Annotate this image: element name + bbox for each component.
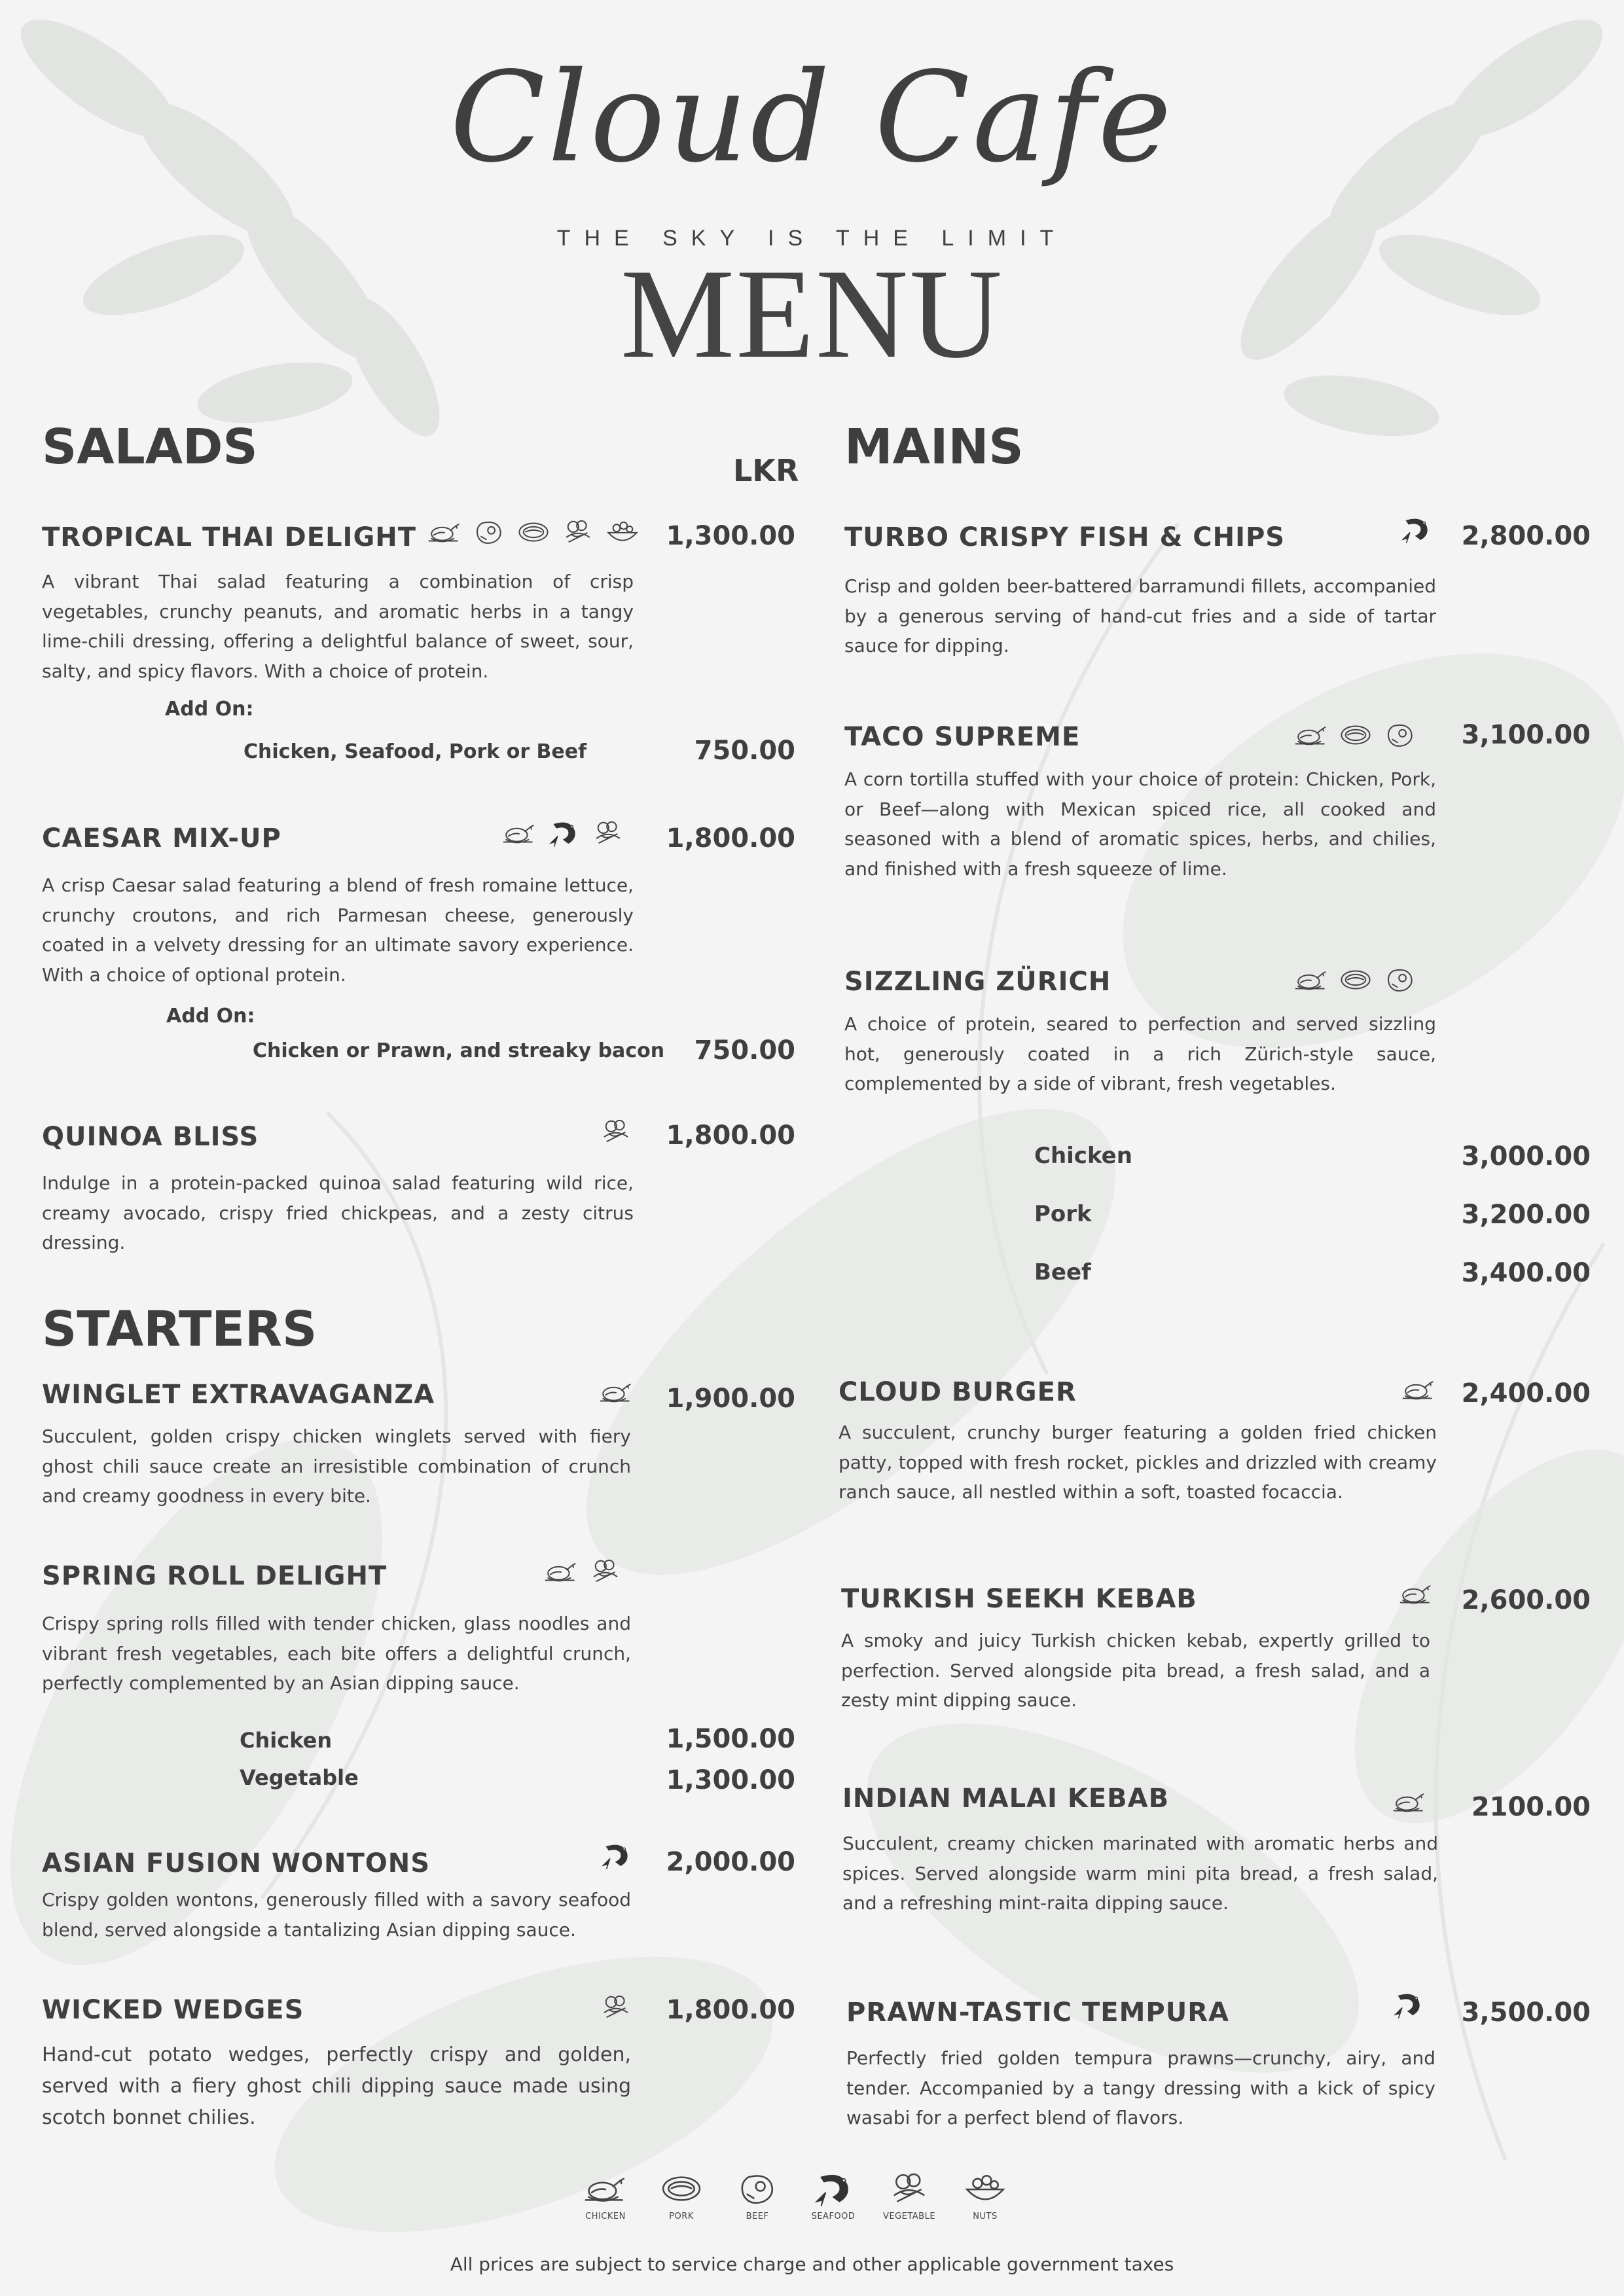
chicken-icon (583, 2198, 628, 2210)
legend-label: BEEF (746, 2212, 769, 2221)
vegetable-icon (590, 818, 626, 848)
item-name: TACO SUPREME (844, 722, 1081, 752)
legend-label: SEAFOOD (811, 2212, 856, 2221)
item-price: 1,800.00 (666, 823, 795, 853)
item-price: 1,900.00 (666, 1384, 795, 1414)
legend-item (804, 2170, 863, 2221)
item-icons (501, 818, 626, 848)
legend-item (880, 2170, 939, 2221)
addon-text: Chicken or Prawn, and streaky bacon (253, 1039, 665, 1062)
item-description: A corn tortilla stuffed with your choice of protein: Chicken, Pork, or Beef—along with Mexican spiced rice, all cooked and seasoned with a blend of aromatic spices, herbs, and chilies, and finished with a fresh squeeze of lime. (844, 768, 1436, 880)
item-description: A succulent, crunchy burger featuring a golden fried chicken patty, topped with fresh rocket, pickles and drizzled with creamy ranch sauce, all nestled within a soft, toasted focaccia. (839, 1422, 1437, 1503)
item-name: INDIAN MALAI KEBAB (842, 1784, 1170, 1814)
section-title-mains: MAINS (844, 419, 1024, 475)
item-description: Indulge in a protein-packed quinoa salad featuring wild rice, creamy avocado, crispy fried chickpeas, and a zesty citrus dressing. (42, 1172, 634, 1253)
legend-label: PORK (669, 2212, 694, 2221)
pork-icon (516, 517, 551, 547)
vegetable-icon (886, 2198, 932, 2210)
item-price: 1,800.00 (666, 1995, 795, 2025)
addon-label: Add On: (165, 698, 254, 721)
legend-item (652, 2170, 711, 2221)
legend-item (956, 2170, 1015, 2221)
option-name: Vegetable (240, 1765, 359, 1790)
item-icons (1401, 1374, 1436, 1405)
chicken-icon (598, 1377, 634, 1407)
item-price: 2,800.00 (1461, 521, 1591, 551)
item-name: QUINOA BLISS (42, 1122, 259, 1152)
item-description: Succulent, golden crispy chicken winglets served with fiery ghost chili sauce create an irresistible combination of crunch and creamy goodness in every bite. (42, 1426, 631, 1507)
legend-label: VEGETABLE (882, 2212, 936, 2221)
chicken-icon (1401, 1374, 1436, 1405)
legend-item (728, 2170, 787, 2221)
beef-icon (734, 2198, 780, 2210)
item-description: A smoky and juicy Turkish chicken kebab, expertly grilled to perfection. Served alongside pita bread, a fresh salad, and a zesty mint dipping sauce. (841, 1630, 1430, 1711)
addon-price: 750.00 (694, 736, 795, 766)
menu-title: MENU (620, 243, 1004, 385)
item-description: Succulent, creamy chicken marinated with aromatic herbs and spices. Served alongside warm mini pita bread, a fresh salad, and a refreshing mint-raita dipping sauce. (842, 1833, 1438, 1914)
seafood-icon (810, 2198, 856, 2210)
item-icons (1392, 1787, 1427, 1817)
option-price: 1,300.00 (666, 1765, 795, 1795)
item-price: 2,400.00 (1461, 1378, 1591, 1408)
seafood-icon (1398, 514, 1434, 545)
item-description: Crispy golden wontons, generously filled with a savory seafood blend, served alongside a tantalizing Asian dipping sauce. (42, 1889, 631, 1941)
option-name: Pork (1034, 1201, 1092, 1227)
chicken-icon (1293, 720, 1329, 750)
item-name: PRAWN-TASTIC TEMPURA (846, 1998, 1229, 2028)
item-price: 2100.00 (1471, 1792, 1591, 1822)
item-icons (1398, 514, 1434, 545)
item-icons (598, 1992, 634, 2022)
legend-label: NUTS (973, 2212, 998, 2221)
item-name: SIZZLING ZÜRICH (844, 967, 1111, 997)
option-name: Beef (1034, 1259, 1091, 1285)
item-name: TURBO CRISPY FISH & CHIPS (844, 522, 1286, 552)
item-name: CAESAR MIX-UP (42, 823, 281, 853)
nuts-icon (962, 2198, 1008, 2210)
item-price: 3,100.00 (1461, 720, 1591, 750)
seafood-icon (598, 1840, 634, 1871)
item-icons (427, 517, 640, 547)
item-price: 2,600.00 (1461, 1585, 1591, 1615)
option-price: 3,400.00 (1461, 1258, 1591, 1288)
item-description: Crispy spring rolls filled with tender chicken, glass noodles and vibrant fresh vegetables, each bite offers a delightful crunch, perfectly complemented by an Asian dipping sauce. (42, 1613, 631, 1694)
logo: Cloud Cafe (450, 45, 1174, 190)
item-description: Perfectly fried golden tempura prawns—crunchy, airy, and tender. Accompanied by a tangy dressing with a kick of spicy wasabi for a perfect blend of flavors. (846, 2047, 1435, 2128)
section-title-starters: STARTERS (42, 1301, 317, 1357)
legend-label: CHICKEN (585, 2212, 626, 2221)
seafood-icon (546, 818, 581, 848)
chicken-icon (1392, 1787, 1427, 1817)
nuts-icon (605, 517, 640, 547)
item-icons (1398, 1579, 1434, 1609)
addon-label: Add On: (166, 1005, 255, 1028)
option-price: 3,200.00 (1461, 1200, 1591, 1230)
pork-icon (1338, 965, 1373, 995)
vegetable-icon (588, 1556, 623, 1587)
section-title-salads: SALADS (42, 419, 258, 475)
item-name: WINGLET EXTRAVAGANZA (42, 1380, 435, 1410)
chicken-icon (427, 517, 462, 547)
legend-item (576, 2170, 635, 2221)
chicken-icon (1293, 965, 1329, 995)
item-icons (1390, 1990, 1426, 2020)
item-name: TROPICAL THAI DELIGHT (42, 522, 417, 552)
pork-icon (659, 2198, 704, 2210)
item-description: A choice of protein, seared to perfection and served sizzling hot, generously coated in a rich Zürich-style sauce, complemented by a side of vibrant, fresh vegetables. (844, 1013, 1436, 1094)
item-icons (1293, 965, 1418, 995)
currency-label: LKR (733, 453, 799, 488)
item-name: ASIAN FUSION WONTONS (42, 1848, 431, 1878)
beef-icon (1382, 720, 1418, 750)
item-icons (598, 1840, 634, 1871)
option-price: 1,500.00 (666, 1724, 795, 1754)
item-icons (1293, 720, 1418, 750)
item-price: 3,500.00 (1461, 1998, 1591, 2028)
item-price: 1,800.00 (666, 1121, 795, 1151)
option-name: Chicken (1034, 1143, 1132, 1169)
chicken-icon (501, 818, 537, 848)
item-description: A vibrant Thai salad featuring a combination of crisp vegetables, crunchy peanuts, and aromatic herbs in a tangy lime-chili dressing, offering a delightful balance of sweet, sour, salty, and spicy flavors. With a choice of protein. (42, 571, 634, 682)
seafood-icon (1390, 1990, 1426, 2020)
item-price: 1,300.00 (666, 521, 795, 551)
item-price: 2,000.00 (666, 1847, 795, 1877)
item-icons (543, 1556, 623, 1587)
addon-text: Chicken, Seafood, Pork or Beef (244, 740, 587, 763)
beef-icon (471, 517, 507, 547)
option-price: 3,000.00 (1461, 1141, 1591, 1172)
beef-icon (1382, 965, 1418, 995)
item-icons (598, 1377, 634, 1407)
item-name: CLOUD BURGER (839, 1377, 1077, 1407)
item-description: A crisp Caesar salad featuring a blend of fresh romaine lettuce, crunchy croutons, and rich Parmesan cheese, generously coated in a velvety dressing for an ultimate savory experience. With a choice of optional protein. (42, 874, 634, 986)
item-name: SPRING ROLL DELIGHT (42, 1561, 388, 1591)
chicken-icon (1398, 1579, 1434, 1609)
tagline: THE SKY IS THE LIMIT (556, 226, 1068, 251)
vegetable-icon (598, 1992, 634, 2022)
icon-legend (576, 2170, 1015, 2221)
item-name: WICKED WEDGES (42, 1995, 304, 2025)
chicken-icon (543, 1556, 579, 1587)
addon-price: 750.00 (694, 1035, 795, 1066)
item-icons (598, 1117, 634, 1147)
footer-note: All prices are subject to service charge and other applicable government taxes (450, 2253, 1174, 2275)
vegetable-icon (598, 1117, 634, 1147)
item-name: TURKISH SEEKH KEBAB (841, 1584, 1197, 1614)
item-description: Hand-cut potato wedges, perfectly crispy and golden, served with a fiery ghost chili dipping sauce made using scotch bonnet chilies. (42, 2043, 631, 2129)
vegetable-icon (560, 517, 596, 547)
option-name: Chicken (240, 1728, 333, 1753)
item-description: Crisp and golden beer-battered barramundi fillets, accompanied by a generous serving of hand-cut fries and a side of tartar sauce for dipping. (844, 575, 1436, 656)
pork-icon (1338, 720, 1373, 750)
